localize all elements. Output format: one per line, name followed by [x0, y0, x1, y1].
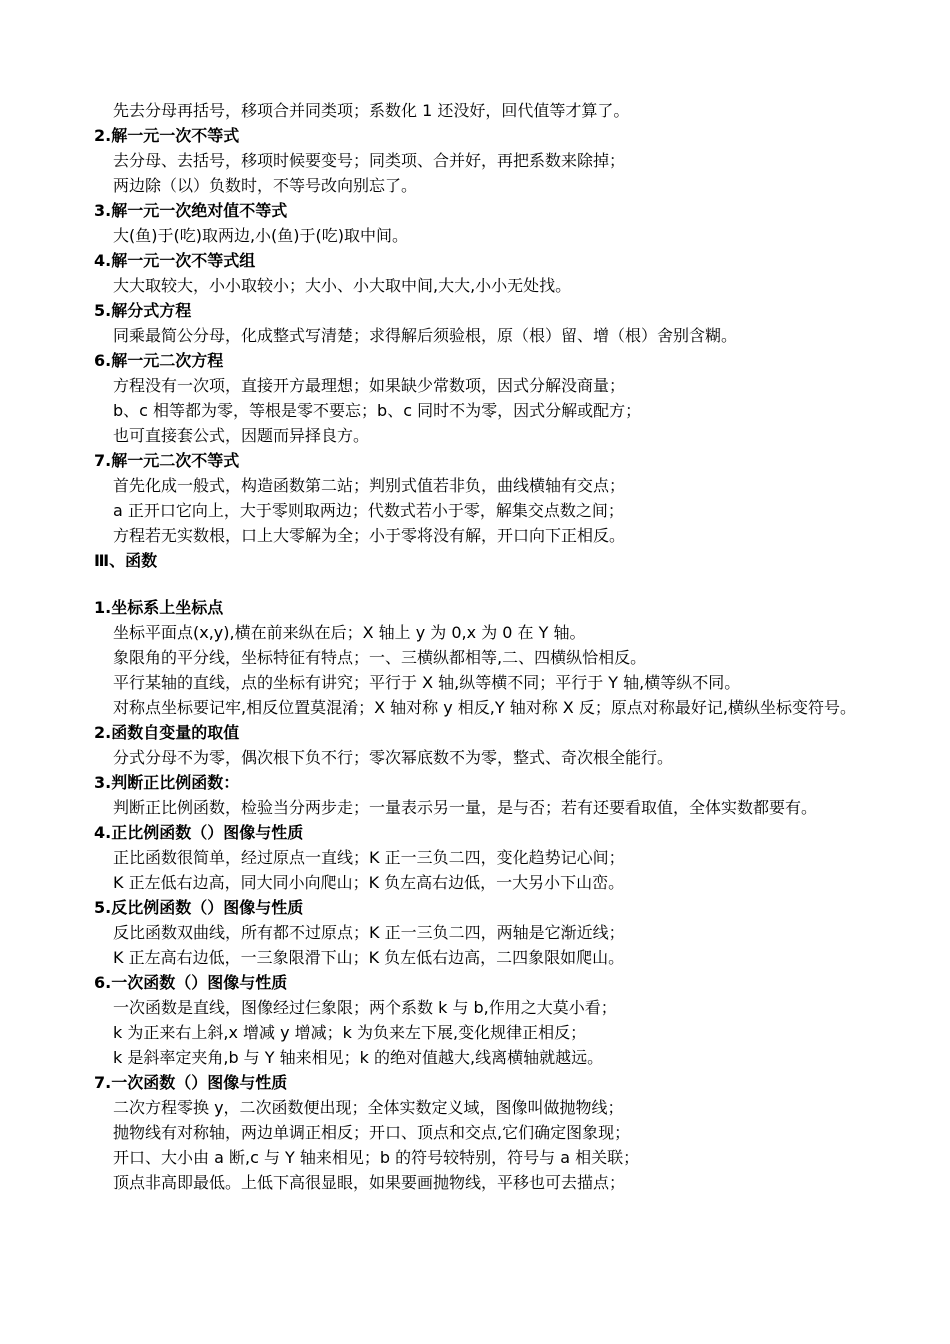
- section-heading-fraction-equation: 5.解分式方程: [94, 301, 192, 320]
- text-line: 坐标平面点(x,y),横在前来纵在后；X 轴上 y 为 0,x 为 0 在 Y 轴。: [113, 623, 586, 642]
- section-heading-direct-proportion: 4.正比例函数（）图像与性质: [94, 823, 304, 842]
- text-line: 大大取较大，小小取较小；大小、小大取中间,大大,小小无处找。: [113, 276, 572, 295]
- section-heading-quadratic-function: 7.一次函数（）图像与性质: [94, 1073, 288, 1092]
- text-line: 首先化成一般式，构造函数第二站；判别式值若非负，曲线横轴有交点；: [113, 476, 626, 495]
- text-line: 象限角的平分线，坐标特征有特点；一、三横纵都相等,二、四横纵恰相反。: [113, 648, 647, 667]
- section-heading-inverse-proportion: 5.反比例函数（）图像与性质: [94, 898, 304, 917]
- text-line: 一次函数是直线，图像经过仨象限；两个系数 k 与 b,作用之大莫小看；: [113, 998, 617, 1017]
- text-line: 抛物线有对称轴，两边单调正相反；开口、顶点和交点,它们确定图象现；: [113, 1123, 631, 1142]
- text-paragraph: 判断正比例函数，检验当分两步走；一量表示另一量，是与否；若有还要看取值，全体实数都要有。: [113, 798, 818, 817]
- part-heading-functions: Ⅲ、函数: [94, 551, 158, 570]
- blank-line: [94, 573, 864, 595]
- section-heading-quadratic-inequality: 7.解一元二次不等式: [94, 451, 240, 470]
- text-line: b、c 相等都为零，等根是零不要忘；b、c 同时不为零，因式分解或配方；: [113, 401, 642, 420]
- text-line: K 正左高右边低，一三象限滑下山；K 负左低右边高，二四象限如爬山。: [113, 948, 625, 967]
- text-line: 去分母、去括号，移项时候要变号；同类项、合并好，再把系数来除掉；: [113, 151, 626, 170]
- section-heading-linear-function: 6.一次函数（）图像与性质: [94, 973, 288, 992]
- text-line: K 正左低右边高，同大同小向爬山；K 负左高右边低，一大另小下山峦。: [113, 873, 625, 892]
- document-page: [94, 98, 864, 1195]
- text-line: k 为正来右上斜,x 增减 y 增减；k 为负来左下展,变化规律正相反；: [113, 1023, 587, 1042]
- text-line: 顶点非高即最低。上低下高很显眼，如果要画抛物线，平移也可去描点；: [113, 1173, 626, 1192]
- text-line: 也可直接套公式，因题而异择良方。: [113, 426, 370, 445]
- section-heading-domain: 2.函数自变量的取值: [94, 723, 240, 742]
- text-line: 大(鱼)于(吃)取两边,小(鱼)于(吃)取中间。: [113, 226, 409, 245]
- section-heading-coordinates: 1.坐标系上坐标点: [94, 598, 224, 617]
- text-line: 分式分母不为零，偶次根下负不行；零次幂底数不为零，整式、奇次根全能行。: [113, 748, 674, 767]
- text-paragraph: 对称点坐标要记牢,相反位置莫混淆；X 轴对称 y 相反,Y 轴对称 X 反；原点对称最好记,横纵坐标变符号。: [113, 698, 856, 717]
- section-heading-inequality-system: 4.解一元一次不等式组: [94, 251, 256, 270]
- text-line: k 是斜率定夹角,b 与 Y 轴来相见；k 的绝对值越大,线离横轴就越远。: [113, 1048, 604, 1067]
- section-heading-abs-inequality: 3.解一元一次绝对值不等式: [94, 201, 288, 220]
- text-line: 反比函数双曲线，所有都不过原点；K 正一三负二四，两轴是它渐近线；: [113, 923, 625, 942]
- text-line: 同乘最简公分母，化成整式写清楚；求得解后须验根，原（根）留、增（根）舍别含糊。: [113, 326, 738, 345]
- section-heading-direct-proportion-test: 3.判断正比例函数：: [94, 773, 240, 792]
- text-line: 两边除（以）负数时，不等号改向别忘了。: [113, 176, 418, 195]
- intro-line: 先去分母再括号，移项合并同类项；系数化 1 还没好，回代值等才算了。: [113, 101, 630, 120]
- text-line: 开口、大小由 a 断,c 与 Y 轴来相见；b 的符号较特别，符号与 a 相关联；: [113, 1148, 640, 1167]
- text-line: 平行某轴的直线，点的坐标有讲究；平行于 X 轴,纵等横不同；平行于 Y 轴,横等纵不同。: [113, 673, 741, 692]
- text-line: 方程没有一次项，直接开方最理想；如果缺少常数项，因式分解没商量；: [113, 376, 626, 395]
- text-line: 方程若无实数根，口上大零解为全；小于零将没有解，开口向下正相反。: [113, 526, 626, 545]
- text-line: a 正开口它向上，大于零则取两边；代数式若小于零，解集交点数之间；: [113, 501, 624, 520]
- section-heading-inequality: 2.解一元一次不等式: [94, 126, 240, 145]
- section-heading-quadratic-equation: 6.解一元二次方程: [94, 351, 224, 370]
- text-line: 正比函数很简单，经过原点一直线；K 正一三负二四，变化趋势记心间；: [113, 848, 625, 867]
- text-line: 二次方程零换 y，二次函数便出现；全体实数定义域，图像叫做抛物线；: [113, 1098, 624, 1117]
